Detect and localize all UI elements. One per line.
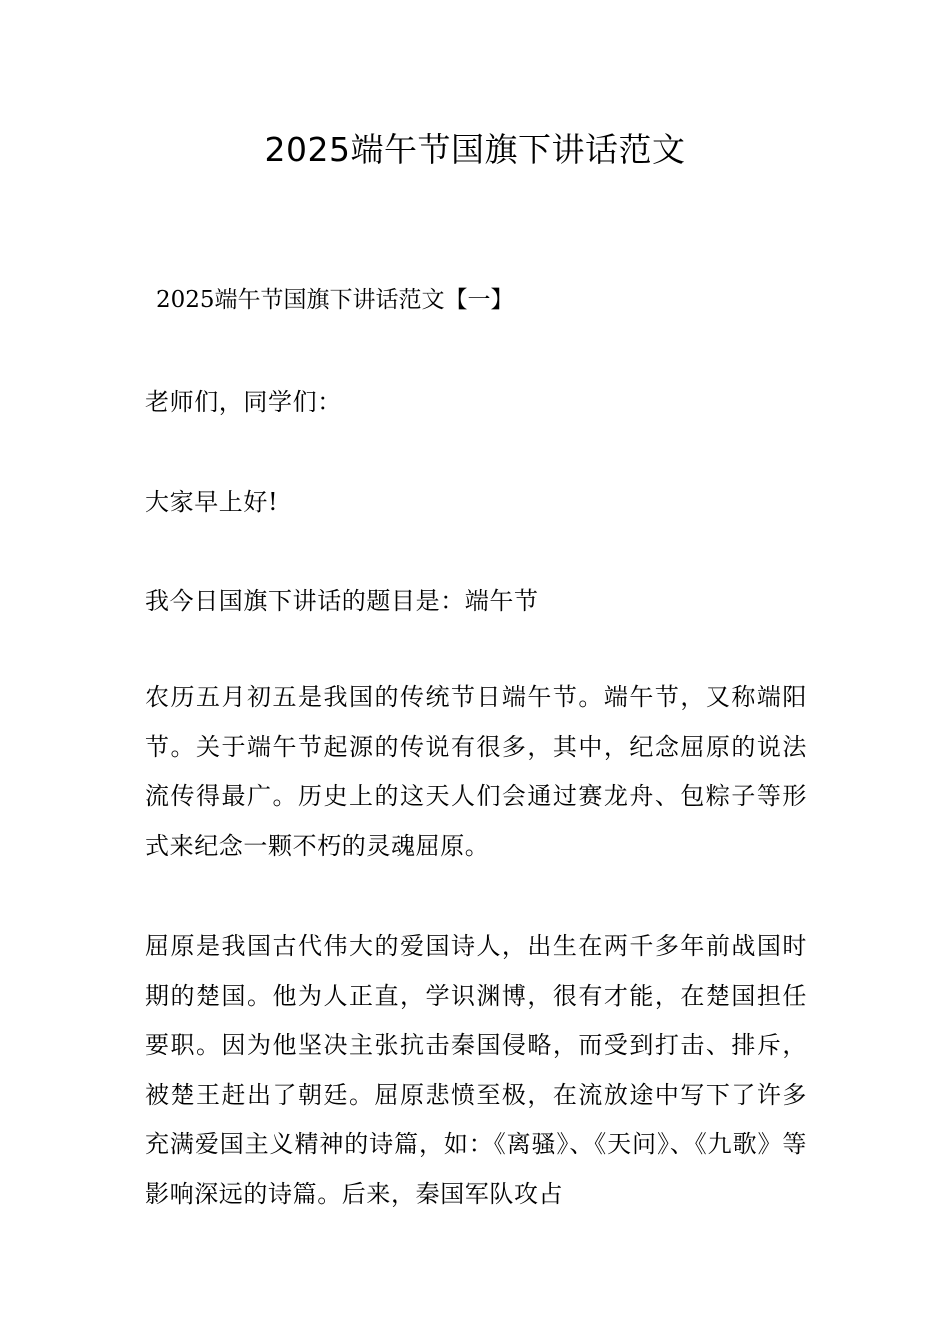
section-heading: 2025端午节国旗下讲话范文【一】 (156, 287, 514, 313)
topic-paragraph: 我今日国旗下讲话的题目是：端午节 (145, 587, 539, 615)
quyuan-paragraph: 屈原是我国古代伟大的爱国诗人，出生在两千多年前战国时期的楚国。他为人正直，学识渊博，很有才能，在楚国担任要职。因为他坚决主张抗击秦国侵略，而受到打击、排斥，被楚王赶出了朝廷。屈原悲愤至极，在流放途中写下了许多充满爱国主义精神的诗篇，如：《离骚》、《天问》、《九歌》等影响深远的诗篇。后来，秦国军队攻占 (145, 932, 807, 1208)
document-title: 2025端午节国旗下讲话范文 (264, 130, 686, 169)
intro-paragraph: 农历五月初五是我国的传统节日端午节。端午节，又称端阳节。关于端午节起源的传说有很多，其中，纪念屈原的说法流传得最广。历史上的这天人们会通过赛龙舟、包粽子等形式来纪念一颗不朽的灵魂屈原。 (145, 683, 807, 860)
greeting-paragraph: 老师们，同学们： (145, 388, 342, 416)
morning-paragraph: 大家早上好! (145, 488, 279, 516)
